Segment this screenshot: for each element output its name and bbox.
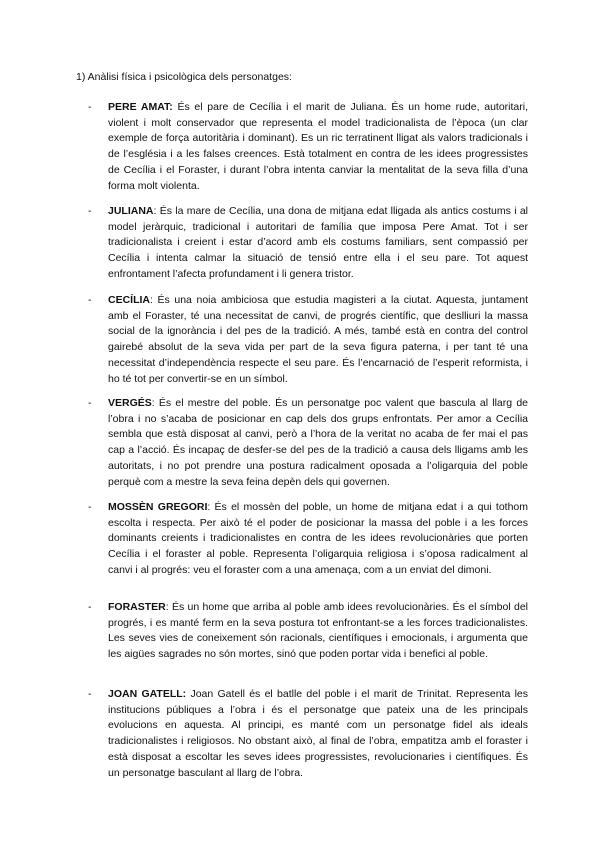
character-entry-mossen-gregori [88, 500, 529, 579]
character-description: : És la mare de Cecília, una dona de mitjana edat lligada als antics costums i al model jeràrquic, tradicional i autoritari de família que imposa Pere Amat. Tot i ser tradicionalista i creient i estar d’acord amb els costums familiars, sent compassió per Cecília i intenta calmar la situació de tensió entre ella i el seu pare. Tot aquest enfrontament l’afecta profundament i li genera tristor. [108, 205, 528, 280]
character-name: MOSSÈN GREGORI [108, 501, 208, 513]
character-name: JULIANA [108, 205, 154, 217]
section-heading: 1) Anàlisi física i psicològica dels personatges: [76, 71, 292, 83]
character-name: JOAN GATELL: [108, 688, 187, 700]
character-entry-pere-amat [88, 100, 528, 194]
character-entry-foraster [88, 600, 528, 663]
character-description: : És un home que arriba al poble amb idees revolucionàries. És el símbol del progrés, i es manté ferm en la seva postura tot enfrontant-se a les forces tradicionalistes. Les seves vies de coneixement són racionals, científiques i emocionals, i argumenta que les aigües sagrades no són mortes, sinó que poden portar vida i benefici al poble. [108, 601, 528, 661]
character-description: Joan Gatell és el batlle del poble i el marit de Trinitat. Representa les institucions públiques a l’obra i és el personatge que pateix una de les principals evolucions en aquesta. Al principi, es manté com un personatge fidel als ideals tradicionalistes i religiosos. No obstant això, al final de l’obra, empatitza amb el foraster i està disposat a escoltar les seves idees progressistes, revolucionaries i científiques. És un personatge basculant al llarg de l’obra. [108, 688, 528, 779]
bullet-dash: - [88, 294, 92, 306]
bullet-dash: - [88, 601, 92, 613]
character-entry-verges [88, 396, 528, 490]
character-entry-cecilia [88, 293, 528, 387]
character-description: : És una noia ambiciosa que estudia magisteri a la ciutat. Aquesta, juntament amb el Foraster, té una necessitat de canvi, de progrés científic, que deslliuri la massa social de la ignorància i del pes de la tradició. A més, també està en contra del control gairebé absolut de la seva vida per part de la seva figura paterna, i per tant té una necessitat d’independència respecte el seu pare. És l’encarnació de l’esperit reformista, i ho té tot per convertir-se en un símbol. [108, 294, 528, 385]
bullet-dash: - [88, 501, 92, 513]
bullet-dash: - [88, 205, 92, 217]
character-name: VERGÉS [108, 397, 152, 409]
character-description: : És el mestre del poble. És un personatge poc valent que bascula al llarg de l’obra i no s’acaba de posicionar en cap dels dos grups enfrontats. Per amor a Cecília sembla que està disposat al canvi, però a l’hora de la veritat no acaba de fer mai el pas cap a l’acció. És incapaç de desfer-se del pes de la tradició a causa dels lligams amb les autoritats, i no pot prendre una postura radicalment oposada a l’oligarquia del poble perquè com a mestre la seva feina depèn dels qui governen. [108, 397, 528, 488]
character-entry-joan-gatell [88, 687, 528, 781]
character-name: CECÍLIA [108, 294, 150, 306]
bullet-dash: - [88, 688, 92, 700]
character-name: PERE AMAT: [108, 101, 173, 113]
character-entry-juliana [88, 204, 528, 283]
character-name: FORASTER [108, 601, 166, 613]
character-description: : És el mossèn del poble, un home de mitjana edat i a qui tothom escolta i respecta. Per això té el poder de posicionar la massa del poble i a les forces dominants creients i tradicionalistes en contra de les idees revolucionàries que porten Cecília i el foraster al poble. Representa l’oligarquia religiosa i s’oposa radicalment al canvi i al progrés: veu el foraster com a una amenaça, com a un enviat del dimoni. [108, 501, 529, 576]
bullet-dash: - [88, 101, 92, 113]
bullet-dash: - [88, 397, 92, 409]
character-description: És el pare de Cecília i el marit de Juliana. És un home rude, autoritari, violent i molt conservador que representa el model tradicionalista de l’època (un clar exemple de força autoritària i dominant). Es un ric terratinent lligat als valors tradicionals i de l’església i a les falses creences. Està totalment en contra de les idees progressistes de Cecília i el Foraster, i durant l’obra intenta canviar la mentalitat de la seva filla d’una forma molt violenta. [108, 101, 528, 192]
